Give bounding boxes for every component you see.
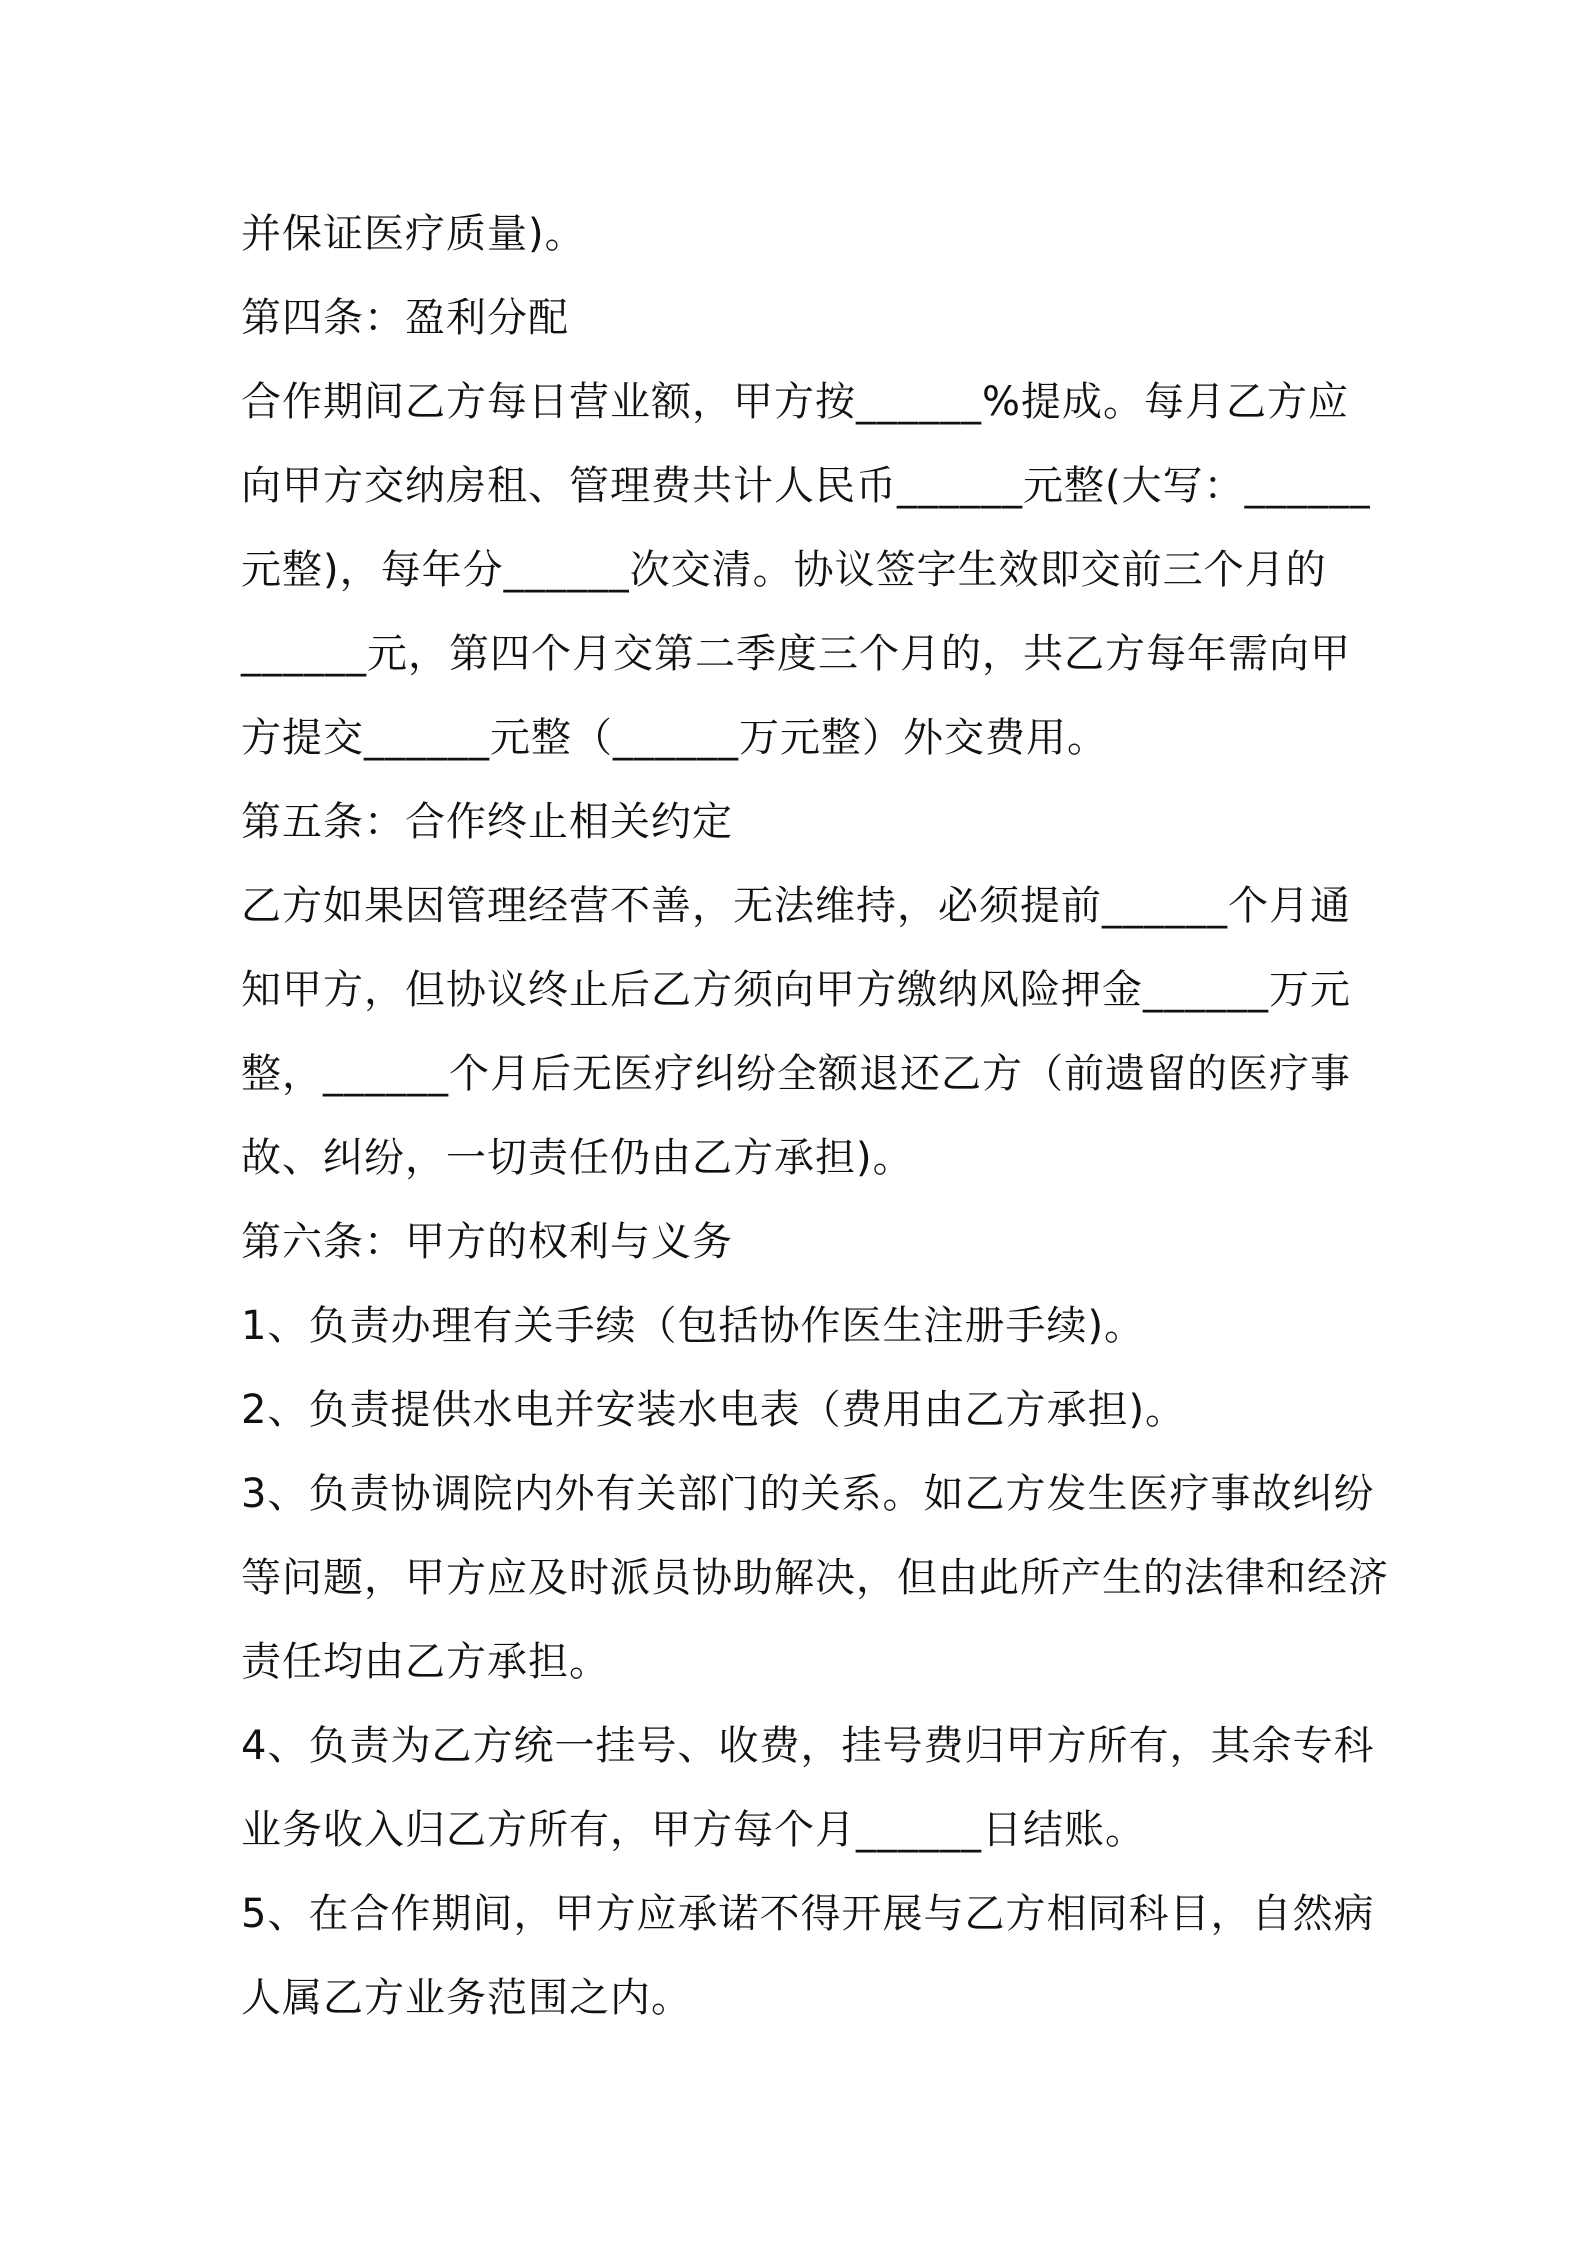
document-body: [241, 192, 1389, 2040]
section-heading: 第五条：合作终止相关约定: [241, 799, 733, 845]
text-line: 乙方如果因管理经营不善，无法维持，必须提前______个月通: [241, 883, 1351, 929]
text-line: 等问题，甲方应及时派员协助解决，但由此所产生的法律和经济: [241, 1555, 1389, 1601]
text-line: 人属乙方业务范围之内。: [241, 1975, 692, 2021]
text-line: 知甲方，但协议终止后乙方须向甲方缴纳风险押金______万元: [241, 967, 1351, 1013]
list-item: 3、负责协调院内外有关部门的关系。如乙方发生医疗事故纠纷: [241, 1471, 1375, 1517]
text-line: 业务收入归乙方所有，甲方每个月______日结账。: [241, 1807, 1146, 1853]
section-heading: 第六条：甲方的权利与义务: [241, 1219, 733, 1265]
text-line: 故、纠纷，一切责任仍由乙方承担)。: [241, 1135, 914, 1181]
text-line: ______元，第四个月交第二季度三个月的，共乙方每年需向甲: [241, 631, 1351, 677]
text-line: 合作期间乙方每日营业额，甲方按______%提成。每月乙方应: [241, 379, 1350, 425]
section-heading: 第四条：盈利分配: [241, 295, 569, 341]
list-item: 4、负责为乙方统一挂号、收费，挂号费归甲方所有，其余专科: [241, 1723, 1375, 1769]
list-item: 2、负责提供水电并安装水电表（费用由乙方承担)。: [241, 1387, 1187, 1433]
text-line: 向甲方交纳房租、管理费共计人民币______元整(大写：______: [241, 463, 1371, 509]
text-line: 整，______个月后无医疗纠纷全额退还乙方（前遗留的医疗事: [241, 1051, 1351, 1097]
list-item: 1、负责办理有关手续（包括协作医生注册手续)。: [241, 1303, 1146, 1349]
list-item: 5、在合作期间，甲方应承诺不得开展与乙方相同科目，自然病: [241, 1891, 1375, 1937]
text-line: 并保证医疗质量)。: [241, 211, 586, 257]
text-line: 元整)，每年分______次交清。协议签字生效即交前三个月的: [241, 547, 1327, 593]
text-line: 责任均由乙方承担。: [241, 1639, 610, 1685]
text-line: 方提交______元整（______万元整）外交费用。: [241, 715, 1108, 761]
